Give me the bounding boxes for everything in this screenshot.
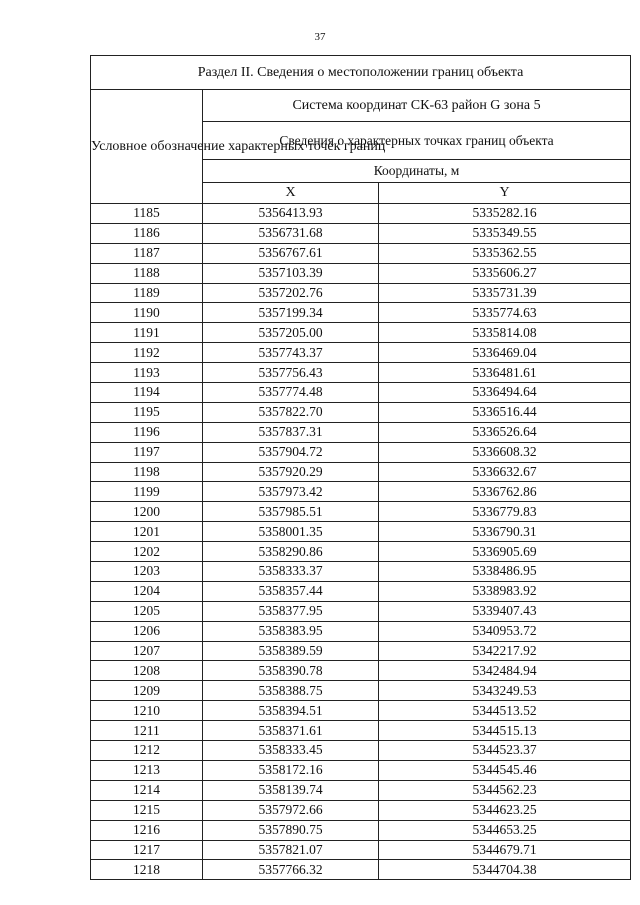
table-row bbox=[91, 383, 631, 403]
table-row bbox=[91, 462, 631, 482]
point-number-cell: 1197 bbox=[91, 442, 203, 462]
table-row bbox=[91, 721, 631, 741]
x-coordinate-cell: 5357766.32 bbox=[203, 860, 379, 880]
table-row bbox=[91, 323, 631, 343]
x-coordinate-cell: 5358383.95 bbox=[203, 621, 379, 641]
x-coordinate-cell: 5357743.37 bbox=[203, 343, 379, 363]
y-coordinate-cell: 5335362.55 bbox=[379, 243, 631, 263]
x-coordinate-cell: 5358389.59 bbox=[203, 641, 379, 661]
table-body bbox=[91, 204, 631, 880]
point-number-cell: 1203 bbox=[91, 562, 203, 582]
table-row bbox=[91, 223, 631, 243]
y-coordinate-cell: 5336905.69 bbox=[379, 542, 631, 562]
x-coordinate-cell: 5357205.00 bbox=[203, 323, 379, 343]
table-row bbox=[91, 780, 631, 800]
point-number-cell: 1198 bbox=[91, 462, 203, 482]
y-coordinate-cell: 5344545.46 bbox=[379, 760, 631, 780]
point-number-cell: 1205 bbox=[91, 601, 203, 621]
point-number-cell: 1200 bbox=[91, 502, 203, 522]
y-coordinate-cell: 5344623.25 bbox=[379, 800, 631, 820]
x-coordinate-cell: 5356413.93 bbox=[203, 204, 379, 224]
coordinates-table bbox=[90, 55, 631, 880]
table-row bbox=[91, 860, 631, 880]
coordinates-header: Координаты, м bbox=[203, 160, 631, 183]
table-row bbox=[91, 442, 631, 462]
table-row bbox=[91, 741, 631, 761]
point-number-cell: 1210 bbox=[91, 701, 203, 721]
x-coordinate-cell: 5357199.34 bbox=[203, 303, 379, 323]
y-coordinate-cell: 5338983.92 bbox=[379, 581, 631, 601]
y-coordinate-cell: 5336779.83 bbox=[379, 502, 631, 522]
y-coordinate-cell: 5344513.52 bbox=[379, 701, 631, 721]
y-coordinate-cell: 5336481.61 bbox=[379, 363, 631, 383]
point-number-cell: 1185 bbox=[91, 204, 203, 224]
table-row bbox=[91, 422, 631, 442]
table-row bbox=[91, 562, 631, 582]
table-row bbox=[91, 641, 631, 661]
table-row bbox=[91, 621, 631, 641]
x-coordinate-cell: 5357821.07 bbox=[203, 840, 379, 860]
table-row bbox=[91, 243, 631, 263]
point-number-cell: 1217 bbox=[91, 840, 203, 860]
point-number-cell: 1190 bbox=[91, 303, 203, 323]
y-coordinate-cell: 5343249.53 bbox=[379, 681, 631, 701]
point-number-cell: 1186 bbox=[91, 223, 203, 243]
y-coordinate-cell: 5342217.92 bbox=[379, 641, 631, 661]
y-coordinate-cell: 5335814.08 bbox=[379, 323, 631, 343]
y-coordinate-cell: 5335731.39 bbox=[379, 283, 631, 303]
point-number-cell: 1193 bbox=[91, 363, 203, 383]
table-row bbox=[91, 482, 631, 502]
point-number-cell: 1202 bbox=[91, 542, 203, 562]
page-number: 37 bbox=[314, 31, 326, 43]
section-title: Раздел II. Сведения о местоположении границ объекта bbox=[91, 56, 631, 90]
x-coordinate-cell: 5356767.61 bbox=[203, 243, 379, 263]
point-number-cell: 1212 bbox=[91, 741, 203, 761]
y-coordinate-cell: 5344704.38 bbox=[379, 860, 631, 880]
y-coordinate-cell: 5335606.27 bbox=[379, 263, 631, 283]
table-row bbox=[91, 343, 631, 363]
x-coordinate-cell: 5357202.76 bbox=[203, 283, 379, 303]
x-coordinate-cell: 5357837.31 bbox=[203, 422, 379, 442]
point-number-cell: 1201 bbox=[91, 522, 203, 542]
point-number-cell: 1215 bbox=[91, 800, 203, 820]
x-column-header: X bbox=[203, 183, 379, 204]
y-column-header: Y bbox=[379, 183, 631, 204]
x-coordinate-cell: 5357890.75 bbox=[203, 820, 379, 840]
x-coordinate-cell: 5357985.51 bbox=[203, 502, 379, 522]
x-coordinate-cell: 5356731.68 bbox=[203, 223, 379, 243]
x-coordinate-cell: 5358333.45 bbox=[203, 741, 379, 761]
y-coordinate-cell: 5344679.71 bbox=[379, 840, 631, 860]
point-number-cell: 1216 bbox=[91, 820, 203, 840]
point-number-cell: 1187 bbox=[91, 243, 203, 263]
table-row bbox=[91, 283, 631, 303]
x-coordinate-cell: 5357973.42 bbox=[203, 482, 379, 502]
table-row bbox=[91, 601, 631, 621]
point-number-cell: 1194 bbox=[91, 383, 203, 403]
point-number-cell: 1211 bbox=[91, 721, 203, 741]
y-coordinate-cell: 5336526.64 bbox=[379, 422, 631, 442]
y-coordinate-cell: 5336494.64 bbox=[379, 383, 631, 403]
y-coordinate-cell: 5336632.67 bbox=[379, 462, 631, 482]
x-coordinate-cell: 5358371.61 bbox=[203, 721, 379, 741]
y-coordinate-cell: 5335774.63 bbox=[379, 303, 631, 323]
point-number-cell: 1199 bbox=[91, 482, 203, 502]
table-row bbox=[91, 840, 631, 860]
x-coordinate-cell: 5357920.29 bbox=[203, 462, 379, 482]
table-row bbox=[91, 820, 631, 840]
table-row bbox=[91, 263, 631, 283]
characteristic-points-header: Сведения о характерных точках границ объекта bbox=[203, 122, 631, 160]
y-coordinate-cell: 5344562.23 bbox=[379, 780, 631, 800]
table-row bbox=[91, 502, 631, 522]
x-coordinate-cell: 5357103.39 bbox=[203, 263, 379, 283]
y-coordinate-cell: 5344515.13 bbox=[379, 721, 631, 741]
table-row bbox=[91, 402, 631, 422]
x-coordinate-cell: 5358290.86 bbox=[203, 542, 379, 562]
table-row bbox=[91, 701, 631, 721]
y-coordinate-cell: 5344653.25 bbox=[379, 820, 631, 840]
table-row bbox=[91, 661, 631, 681]
x-coordinate-cell: 5358139.74 bbox=[203, 780, 379, 800]
x-coordinate-cell: 5358172.16 bbox=[203, 760, 379, 780]
point-number-cell: 1189 bbox=[91, 283, 203, 303]
point-number-cell: 1188 bbox=[91, 263, 203, 283]
x-coordinate-cell: 5358377.95 bbox=[203, 601, 379, 621]
x-coordinate-cell: 5358388.75 bbox=[203, 681, 379, 701]
y-coordinate-cell: 5338486.95 bbox=[379, 562, 631, 582]
x-coordinate-cell: 5357822.70 bbox=[203, 402, 379, 422]
point-number-cell: 1195 bbox=[91, 402, 203, 422]
y-coordinate-cell: 5336469.04 bbox=[379, 343, 631, 363]
table-row bbox=[91, 204, 631, 224]
y-coordinate-cell: 5336762.86 bbox=[379, 482, 631, 502]
point-number-cell: 1213 bbox=[91, 760, 203, 780]
table-row bbox=[91, 522, 631, 542]
y-coordinate-cell: 5336790.31 bbox=[379, 522, 631, 542]
point-number-cell: 1206 bbox=[91, 621, 203, 641]
y-coordinate-cell: 5335282.16 bbox=[379, 204, 631, 224]
y-coordinate-cell: 5336608.32 bbox=[379, 442, 631, 462]
table-row bbox=[91, 363, 631, 383]
table-row bbox=[91, 581, 631, 601]
table-row bbox=[91, 303, 631, 323]
point-number-cell: 1208 bbox=[91, 661, 203, 681]
point-number-cell: 1196 bbox=[91, 422, 203, 442]
point-number-cell: 1209 bbox=[91, 681, 203, 701]
y-coordinate-cell: 5336516.44 bbox=[379, 402, 631, 422]
y-coordinate-cell: 5340953.72 bbox=[379, 621, 631, 641]
x-coordinate-cell: 5358390.78 bbox=[203, 661, 379, 681]
point-number-cell: 1204 bbox=[91, 581, 203, 601]
y-coordinate-cell: 5342484.94 bbox=[379, 661, 631, 681]
x-coordinate-cell: 5358001.35 bbox=[203, 522, 379, 542]
point-label-header: Условное обозначение характерных точек границ bbox=[91, 90, 203, 204]
point-number-cell: 1191 bbox=[91, 323, 203, 343]
y-coordinate-cell: 5344523.37 bbox=[379, 741, 631, 761]
y-coordinate-cell: 5339407.43 bbox=[379, 601, 631, 621]
y-coordinate-cell: 5335349.55 bbox=[379, 223, 631, 243]
table-row bbox=[91, 760, 631, 780]
x-coordinate-cell: 5358394.51 bbox=[203, 701, 379, 721]
point-number-cell: 1214 bbox=[91, 780, 203, 800]
x-coordinate-cell: 5357774.48 bbox=[203, 383, 379, 403]
point-number-cell: 1218 bbox=[91, 860, 203, 880]
x-coordinate-cell: 5357904.72 bbox=[203, 442, 379, 462]
x-coordinate-cell: 5357972.66 bbox=[203, 800, 379, 820]
point-number-cell: 1207 bbox=[91, 641, 203, 661]
coordinate-system-header: Система координат СК-63 район G зона 5 bbox=[203, 90, 631, 122]
table-row bbox=[91, 681, 631, 701]
table-row bbox=[91, 542, 631, 562]
x-coordinate-cell: 5358357.44 bbox=[203, 581, 379, 601]
point-number-cell: 1192 bbox=[91, 343, 203, 363]
x-coordinate-cell: 5357756.43 bbox=[203, 363, 379, 383]
x-coordinate-cell: 5358333.37 bbox=[203, 562, 379, 582]
table-row bbox=[91, 800, 631, 820]
